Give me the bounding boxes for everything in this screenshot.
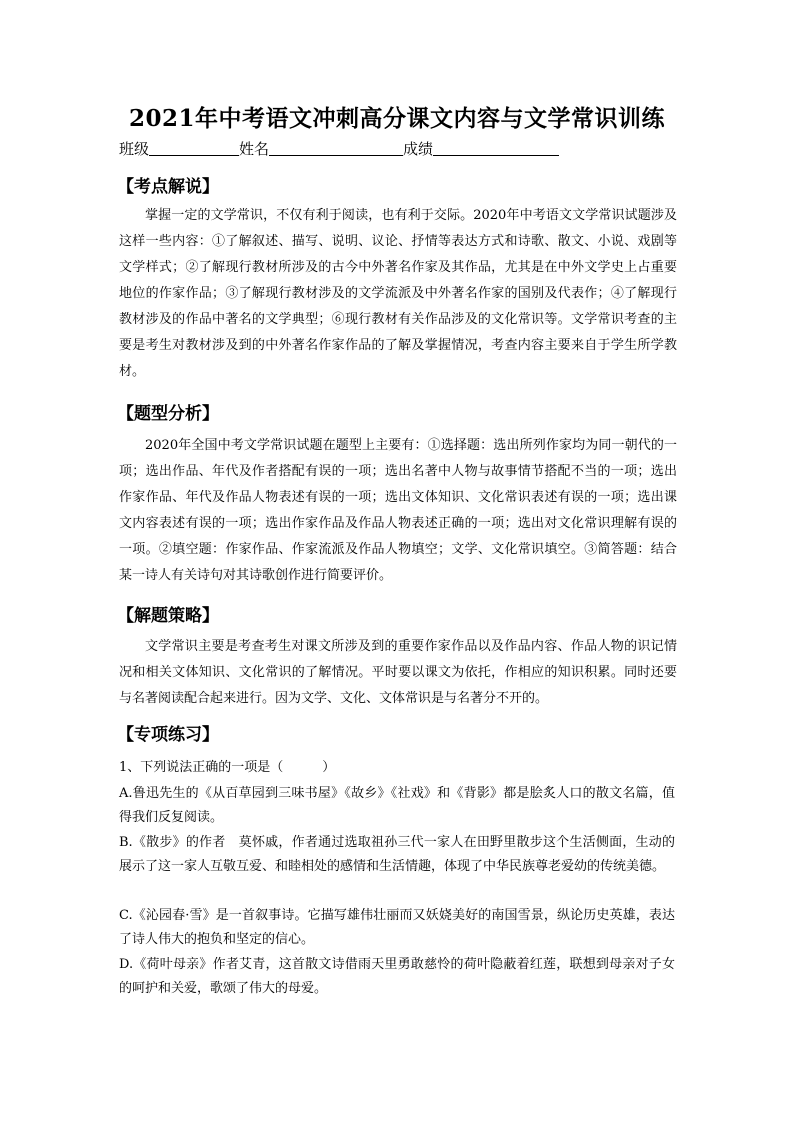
section-text-kaodian: 掌握一定的文学常识，不仅有利于阅读，也有利于交际。2020年中考语文文学常识试题涉及这样一些内容：①了解叙述、描写、说明、议论、抒情等表达方式和诗歌、散文、小说、戏剧等文学样式；②了解现行教材所涉及的古今中外著名作家及其作品，尤其是在中外文学史上占重要地位的作家作品；③了解现行教材涉及的文学流派及中外著名作家的国别及代表作；④了解现行教材涉及的作品中著名的文学典型；⑥现行教材有关作品涉及的文化常识等。文学常识考查的主要是考生对教材涉及到的中外著名作家作品的了解及掌握情况，考查内容主要来自于学生所学教材。 (119, 208, 677, 379)
name-label: 姓名 (239, 140, 270, 158)
class-blank[interactable] (149, 141, 239, 156)
option-b: B.《散步》的作者 莫怀戚，作者通过选取祖孙三代一家人在田野里散步这个生活侧面，生动的展示了这一家人互敬互爱、和睦相处的感情和生活情趣，体现了中华民族尊老爱幼的传统美德。 (119, 835, 675, 874)
section-heading-tixing: 【题型分析】 (117, 404, 219, 424)
option-a: A.鲁迅先生的《从百草园到三味书屋》《故乡》《社戏》和《背影》都是脍炙人口的散文名篇，值得我们反复阅读。 (119, 786, 675, 825)
student-info-line (119, 138, 559, 159)
section-text-tixing: 2020年全国中考文学常识试题在题型上主要有：①选择题：选出所列作家均为同一朝代的一项；选出作品、年代及作者搭配有误的一项；选出名著中人物与故事情节搭配不当的一项；选出作家作品、年代及作品人物表述有误的一项；选出文体知识、文化常识表述有误的一项；选出课文内容表述有误的一项；选出作家作品及作品人物表述正确的一项；选出对文化常识理解有误的一项。②填空题：作家作品、作家流派及作品人物填空；文学、文化常识填空。③简答题：结合某一诗人有关诗句对其诗歌创作进行简要评价。 (119, 438, 677, 583)
option-c: C.《沁园春·雪》是一首叙事诗。它描写雄伟壮丽而又妖娆美好的南国雪景，纵论历史英雄，表达了诗人伟大的抱负和坚定的信心。 (119, 908, 675, 947)
section-heading-celue: 【解题策略】 (117, 606, 219, 626)
class-label: 班级 (119, 140, 150, 158)
option-d: D.《荷叶母亲》作者艾青，这首散文诗借雨天里勇敢慈怜的荷叶隐蔽着红莲，联想到母亲对子女的呵护和关爱，歌颂了伟大的母爱。 (119, 957, 675, 996)
score-blank[interactable] (433, 141, 559, 156)
section-heading-lianxi: 【专项练习】 (117, 725, 219, 745)
name-blank[interactable] (269, 141, 403, 156)
page-title: 2021年中考语文冲刺高分课文内容与文学常识训练 (128, 105, 665, 132)
score-label: 成绩 (403, 140, 434, 158)
section-heading-kaodian: 【考点解说】 (117, 177, 219, 197)
section-text-celue: 文学常识主要是考查考生对课文所涉及到的重要作家作品以及作品内容、作品人物的识记情况和相关文体知识、文化常识的了解情况。平时要以课文为依托，作相应的知识积累。同时还要与名著阅读配合起来进行。因为文学、文化、文体常识是与名著分不开的。 (119, 639, 677, 706)
question-stem: 1、下列说法正确的一项是（ ） (119, 760, 336, 775)
